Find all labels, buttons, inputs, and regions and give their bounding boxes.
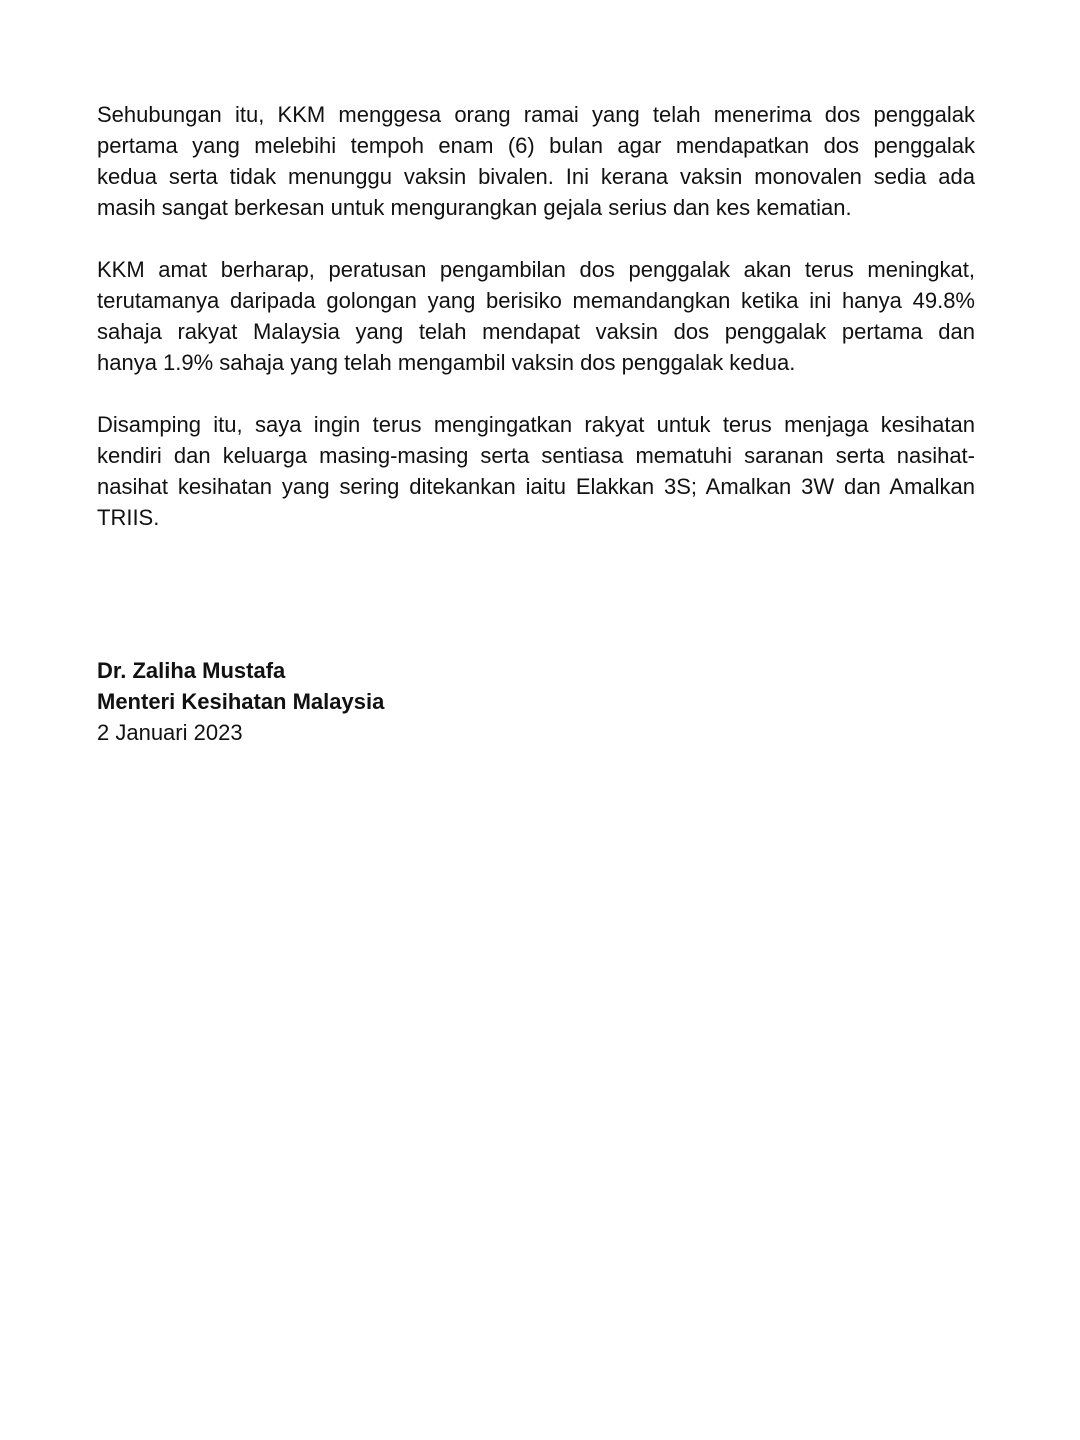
paragraph-booster-urge xyxy=(97,99,975,223)
paragraph-line: nasihat kesihatan yang sering ditekankan iaitu Elakkan 3S; Amalkan 3W dan Amalkan xyxy=(97,474,975,499)
paragraph-line: hanya 1.9% sahaja yang telah mengambil vaksin dos penggalak kedua. xyxy=(97,350,796,375)
document-body xyxy=(97,99,975,564)
paragraph-booster-uptake xyxy=(97,254,975,378)
paragraph-health-reminder xyxy=(97,409,975,533)
paragraph-line: sahaja rakyat Malaysia yang telah mendapat vaksin dos penggalak pertama dan xyxy=(97,319,975,344)
document-date: 2 Januari 2023 xyxy=(97,720,243,745)
paragraph-line: KKM amat berharap, peratusan pengambilan dos penggalak akan terus meningkat, xyxy=(97,257,975,282)
signatory-title: Menteri Kesihatan Malaysia xyxy=(97,689,385,714)
paragraph-line: masih sangat berkesan untuk mengurangkan gejala serius dan kes kematian. xyxy=(97,195,852,220)
signatory-name: Dr. Zaliha Mustafa xyxy=(97,658,286,683)
paragraph-line: TRIIS. xyxy=(97,505,160,530)
paragraph-line: terutamanya daripada golongan yang berisiko memandangkan ketika ini hanya 49.8% xyxy=(97,288,975,313)
paragraph-line: kedua serta tidak menunggu vaksin bivalen. Ini kerana vaksin monovalen sedia ada xyxy=(97,164,975,189)
paragraph-line: kendiri dan keluarga masing-masing serta sentiasa mematuhi saranan serta nasihat- xyxy=(97,443,975,468)
paragraph-line: Disamping itu, saya ingin terus mengingatkan rakyat untuk terus menjaga kesihatan xyxy=(97,412,975,437)
paragraph-line: Sehubungan itu, KKM menggesa orang ramai yang telah menerima dos penggalak xyxy=(97,102,975,127)
signature-block xyxy=(97,655,384,748)
paragraph-line: pertama yang melebihi tempoh enam (6) bulan agar mendapatkan dos penggalak xyxy=(97,133,975,158)
